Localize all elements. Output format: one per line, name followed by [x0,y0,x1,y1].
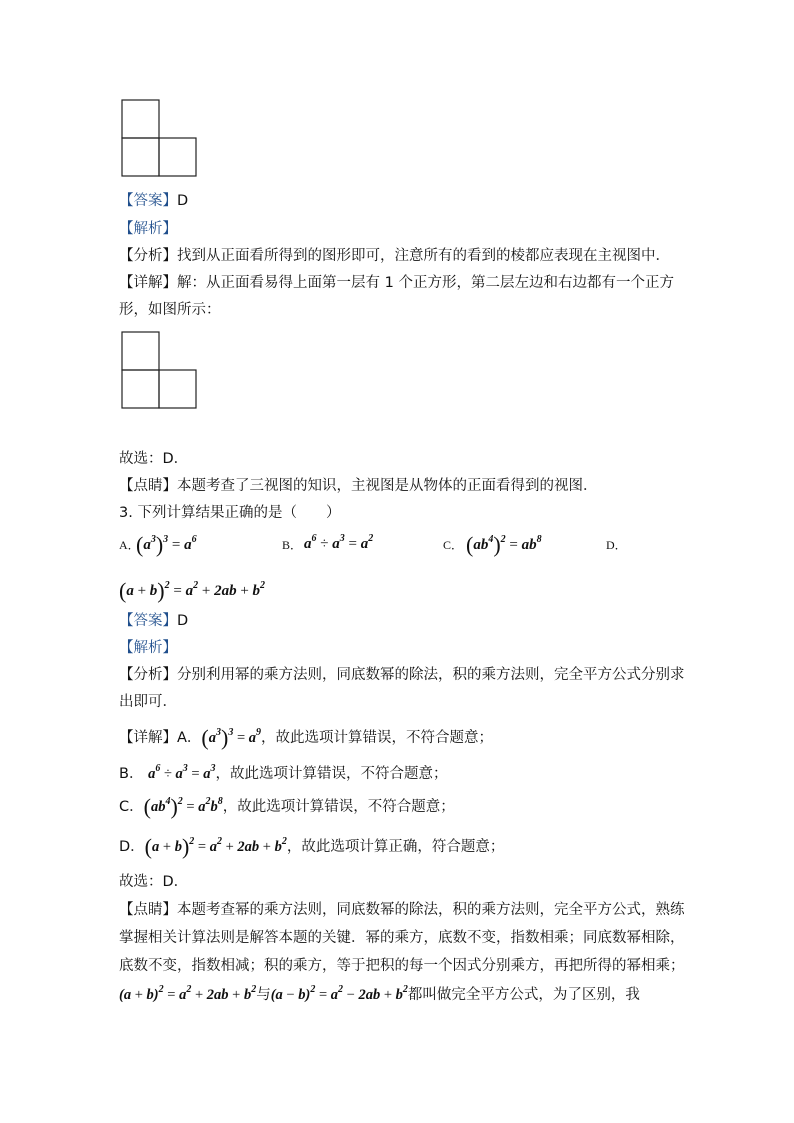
option-a-formula: $(a^3)^3 = a^6$ [136,532,197,557]
dianjing-line-1 [119,476,598,496]
xiangjie-line-1b [119,300,221,320]
question-3 [119,503,340,523]
conjunction: 与 [256,987,271,1003]
fenxi-line-2 [119,665,685,685]
dianjing-line-2a [119,900,685,920]
xiangjie-line-1 [119,273,674,293]
answer-value: D [177,613,189,629]
analysis-heading-1 [119,219,177,239]
xiangjie-label: 【详解】 [119,730,177,746]
detail-d-prefix: D． [119,839,145,855]
dianjing-label: 【点睛】 [119,902,177,918]
dianjing-text-continued: 掌握相关计算法则是解答本题的关键．幂的乘方，底数不变，指数相乘；同底数幂相除， [119,930,685,946]
detail-a-formula: $(a^3)^3 = a^9$ [201,725,262,750]
detail-d-line [119,834,505,859]
detail-d-suffix: ，故此选项计算正确，符合题意； [286,839,505,855]
dianjing-text: 本题考查幂的乘方法则，同底数幂的除法，积的乘方法则，完全平方公式，熟练 [177,902,685,918]
detail-c-suffix: ，故此选项计算错误，不符合题意； [222,799,455,815]
dianjing-text: 本题考查了三视图的知识，主视图是从物体的正面看得到的视图． [177,478,598,494]
fenxi-label: 【分析】 [119,667,177,683]
option-b-label: B． [282,538,303,552]
fenxi-line-2b [119,692,177,712]
detail-b-prefix: B． [119,766,144,782]
fenxi-text: 分别利用幂的乘方法则，同底数幂的除法，积的乘方法则，完全平方公式分别求 [177,667,685,683]
dianjing-text-continued: 底数不变，指数相减；积的乘方，等于把积的每一个因式分别乘方，再把所得的幂相乘； [119,958,685,974]
detail-a-line [119,725,494,750]
analysis-heading-2 [119,638,177,658]
fenxi-text-continued: 出即可． [119,694,177,710]
choose-line-2 [119,872,188,892]
dianjing-text-end: 都叫做完全平方公式，为了区别，我 [407,987,640,1003]
dianjing-line-2d [119,985,640,1005]
fenxi-text: 找到从正面看所得到的图形即可，注意所有的看到的棱都应表现在主视图中． [177,248,670,264]
dianjing-label: 【点睛】 [119,478,177,494]
xiangjie-label: 【详解】 [119,275,177,291]
detail-c-line [119,794,455,819]
detail-b-formula: $a^6 \div a^3 = a^3$ [148,763,216,782]
answer-line-2 [119,611,188,631]
dianjing-line-2c [119,956,685,976]
xiangjie-text: 解：从正面看易得上面第一层有 1 个正方形，第二层左边和右边都有一个正方 [177,275,674,291]
detail-d-formula: $(a + b)^2 = a^2 + 2ab + b^2$ [144,834,287,859]
detail-c-prefix: C． [119,799,144,815]
option-d-label: D． [606,538,627,552]
analysis-label: 【解析】 [119,640,177,656]
answer-label: 【答案】 [119,613,177,629]
choose-text: 故选：D． [119,451,189,467]
detail-a-prefix: A． [177,730,202,746]
answer-line-1 [119,191,188,211]
fenxi-line-1 [119,246,670,266]
detail-b-line [119,764,447,784]
detail-c-formula: $(ab^4)^2 = a^2b^8$ [143,794,223,819]
formula-diff-square: $(a - b)^2 = a^2 - 2ab + b^2$ [270,984,408,1003]
option-a-label: A． [119,538,140,552]
answer-value: D [177,193,189,209]
answer-label: 【答案】 [119,193,177,209]
option-c-label: C． [443,538,464,552]
front-view-figure-2 [121,331,199,411]
detail-a-suffix: ，故此选项计算错误，不符合题意； [261,730,494,746]
choose-line-1 [119,449,188,469]
fenxi-label: 【分析】 [119,248,177,264]
dianjing-line-2b [119,928,685,948]
option-b-formula: $a^6 \div a^3 = a^2$ [304,533,374,552]
xiangjie-text-continued: 形，如图所示： [119,302,221,318]
formula-sum-square: $(a + b)^2 = a^2 + 2ab + b^2$ [119,984,257,1003]
detail-b-suffix: ，故此选项计算错误，不符合题意； [215,766,448,782]
analysis-label: 【解析】 [119,221,177,237]
option-d-formula: $(a + b)^2 = a^2 + 2ab + b^2$ [119,578,266,603]
front-view-figure-1 [121,99,199,179]
choose-text: 故选：D． [119,874,189,890]
option-c-formula: $(ab^4)^2 = ab^8$ [466,532,542,557]
question-text: 3. 下列计算结果正确的是（ ） [119,505,341,521]
